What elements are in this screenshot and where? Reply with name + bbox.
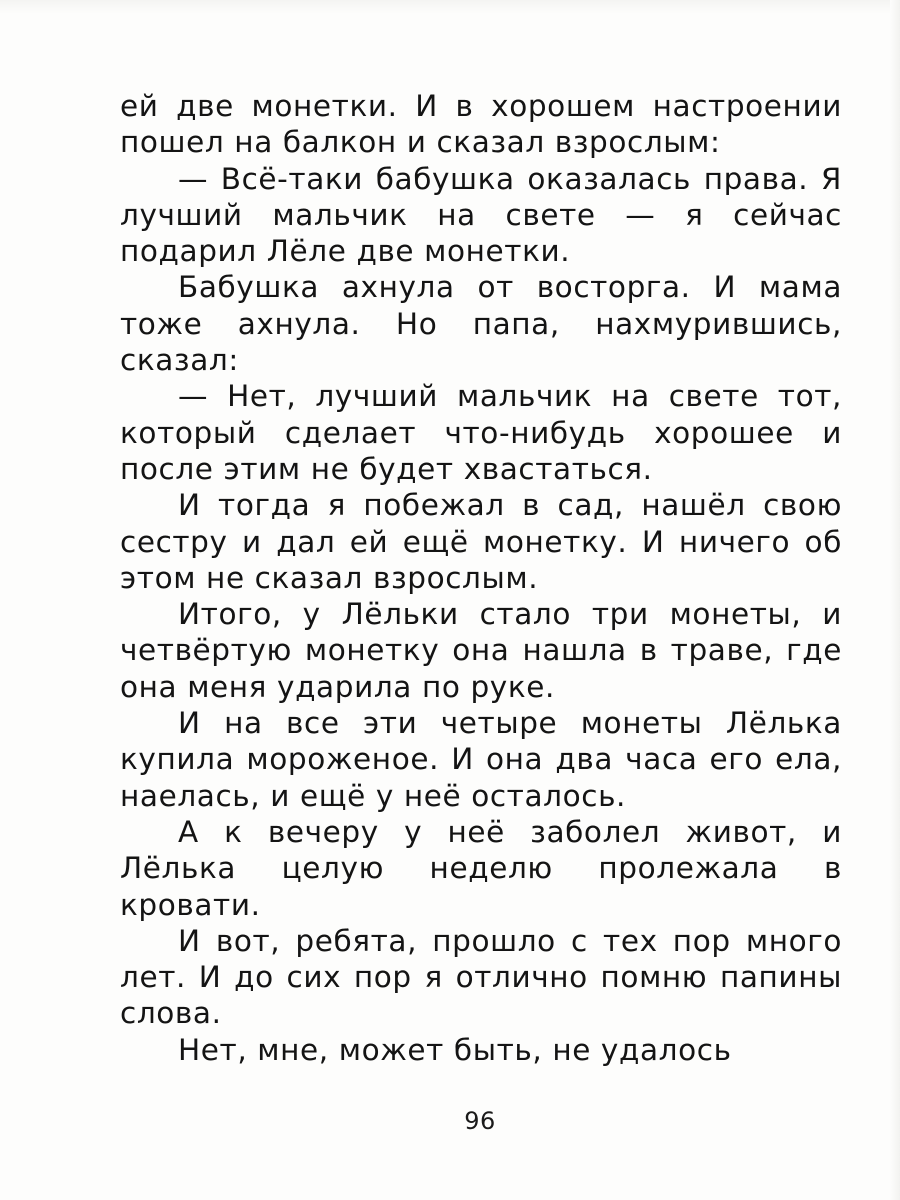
paragraph: Итого, у Лёльки стало три монеты, и четвёртую монетку она нашла в траве, где она меня ударила по руке. bbox=[120, 597, 842, 704]
paragraph: А к вечеру у неё заболел живот, и Лёлька целую неделю пролежала в кровати. bbox=[120, 814, 842, 922]
page-right-edge bbox=[890, 0, 900, 1200]
paragraph: И на все эти четыре монеты Лёлька купила мороженое. И она два часа его ела, наелась, и ещё у неё осталось. bbox=[120, 706, 842, 813]
paragraph: Нет, мне, может быть, не удалось bbox=[178, 1032, 732, 1067]
paragraph: И вот, ребята, прошло с тех пор много лет. И до сих пор я отлично помню папины слова. bbox=[120, 923, 842, 1031]
paragraph: Бабушка ахнула от восторга. И мама тоже ахнула. Но папа, нахмурившись, сказал: bbox=[120, 270, 842, 378]
paragraph: — Нет, лучший мальчик на свете тот, который сделает что-нибудь хорошее и после этим не будет хвастаться. bbox=[120, 379, 842, 486]
page-top-edge bbox=[0, 0, 900, 14]
paragraph: И тогда я побежал в сад, нашёл свою сестру и дал ей ещё монетку. И ничего об этом не сказал взрослым. bbox=[120, 488, 842, 595]
paragraph: ей две монетки. И в хорошем настроении пошел на балкон и сказал взрослым: bbox=[120, 89, 842, 160]
page-number: 96 bbox=[464, 1107, 496, 1135]
body-text bbox=[120, 88, 842, 1068]
paragraph: — Всё-таки бабушка оказалась права. Я лучший мальчик на свете — я сейчас подарил Лёле две монетки. bbox=[120, 161, 842, 269]
